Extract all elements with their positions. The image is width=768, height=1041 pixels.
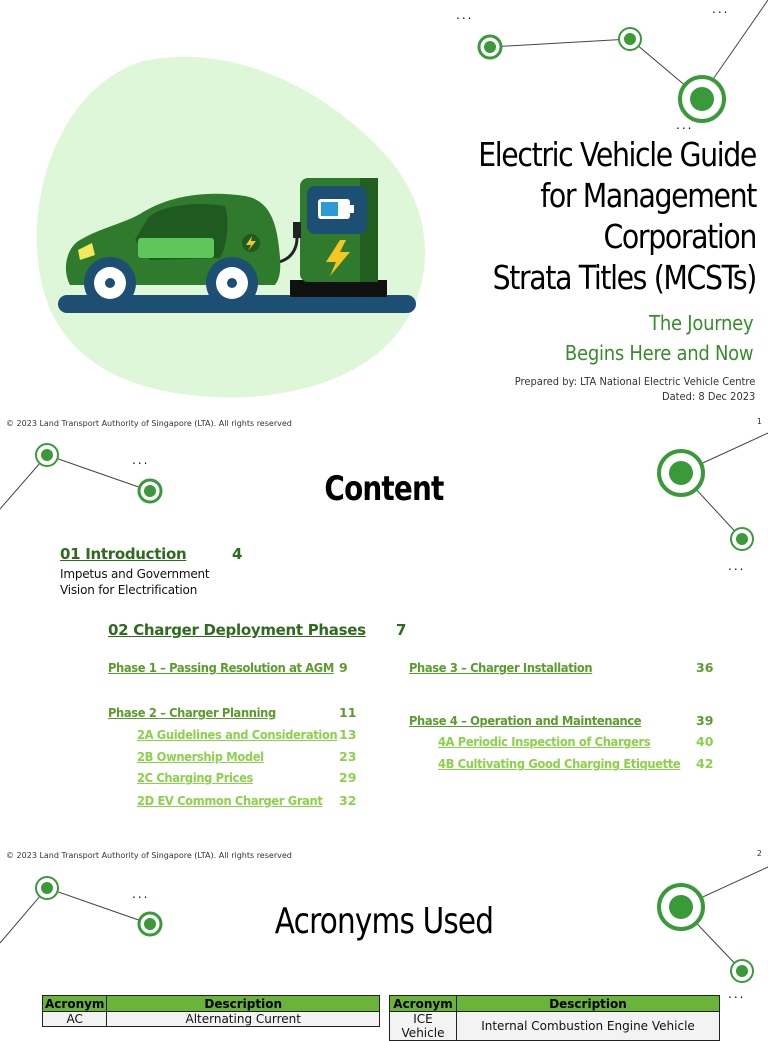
toc-page-number: 39 xyxy=(696,713,714,728)
cover-page xyxy=(0,0,768,433)
copyright-footer: © 2023 Land Transport Authority of Singapore (LTA). All rights reserved xyxy=(6,419,292,428)
toc-page-number: 7 xyxy=(396,621,407,639)
dots-decoration: ... xyxy=(712,2,730,16)
date: Dated: 8 Dec 2023 xyxy=(661,390,755,403)
toc-phase3-link[interactable]: Phase 3 – Charger Installation xyxy=(409,660,593,675)
toc-2b-link[interactable]: 2B Ownership Model xyxy=(137,749,264,764)
table-header-row xyxy=(43,996,380,1012)
page-number: 2 xyxy=(756,849,762,858)
toc-page-number: 23 xyxy=(339,749,357,764)
subtitle-line: The Journey xyxy=(648,311,753,335)
dots-decoration: ... xyxy=(676,118,694,132)
desc-line: Impetus and Government xyxy=(60,567,210,581)
page-title: Acronyms Used xyxy=(274,901,494,942)
toc-page-number: 11 xyxy=(339,705,357,720)
content-page xyxy=(0,433,768,867)
document-title xyxy=(478,134,756,298)
column-header: Description xyxy=(457,996,720,1012)
toc-introduction-description xyxy=(60,566,209,598)
toc-4a-link[interactable]: 4A Periodic Inspection of Chargers xyxy=(438,734,651,749)
desc-line: Vision for Electrification xyxy=(60,583,198,597)
toc-2d-link[interactable]: 2D EV Common Charger Grant xyxy=(137,793,323,808)
toc-page-number: 32 xyxy=(339,793,357,808)
acronym-table-left xyxy=(42,995,380,1027)
toc-page-number: 40 xyxy=(696,734,714,749)
ev-charging-illustration xyxy=(0,0,440,420)
prepared-by-block xyxy=(514,374,755,404)
column-header: Description xyxy=(107,996,380,1012)
toc-page-number: 29 xyxy=(339,770,357,785)
toc-phase2-link[interactable]: Phase 2 – Charger Planning xyxy=(108,705,276,720)
toc-4b-link[interactable]: 4B Cultivating Good Charging Etiquette xyxy=(438,756,681,771)
toc-page-number: 9 xyxy=(339,660,348,675)
table-cell: Alternating Current xyxy=(107,1012,380,1027)
table-row xyxy=(43,1012,380,1027)
copyright-footer: © 2023 Land Transport Authority of Singapore (LTA). All rights reserved xyxy=(6,851,292,860)
prepared-by: Prepared by: LTA National Electric Vehicle Centre xyxy=(514,375,755,388)
toc-phase1-link[interactable]: Phase 1 – Passing Resolution at AGM xyxy=(108,660,334,675)
toc-2c-link[interactable]: 2C Charging Prices xyxy=(137,770,253,785)
toc-page-number: 36 xyxy=(696,660,714,675)
dots-decoration: ... xyxy=(728,987,746,1001)
dots-decoration: ... xyxy=(728,559,746,573)
table-cell: Internal Combustion Engine Vehicle xyxy=(457,1012,720,1041)
column-header: Acronym xyxy=(43,996,107,1012)
subtitle xyxy=(565,308,753,368)
column-header: Acronym xyxy=(390,996,457,1012)
toc-page-number: 4 xyxy=(232,545,243,563)
toc-page-number: 42 xyxy=(696,756,714,771)
dots-decoration: ... xyxy=(132,453,150,467)
title-line: Corporation xyxy=(603,217,756,256)
dots-decoration: ... xyxy=(132,887,150,901)
acronyms-page xyxy=(0,867,768,1040)
table-row xyxy=(390,1012,720,1041)
title-line: for Management xyxy=(540,176,756,215)
subtitle-line: Begins Here and Now xyxy=(564,341,753,365)
toc-introduction-link[interactable]: 01 Introduction xyxy=(60,545,187,563)
table-cell: AC xyxy=(43,1012,107,1027)
page-number: 1 xyxy=(756,417,762,426)
table-cell: ICE Vehicle xyxy=(390,1012,457,1041)
toc-charger-deployment-link[interactable]: 02 Charger Deployment Phases xyxy=(108,621,366,639)
title-line: Electric Vehicle Guide xyxy=(478,135,756,174)
title-line: Strata Titles (MCSTs) xyxy=(492,258,756,297)
dots-decoration: ... xyxy=(456,8,474,22)
toc-page-number: 13 xyxy=(339,727,357,742)
toc-phase4-link[interactable]: Phase 4 – Operation and Maintenance xyxy=(409,713,642,728)
acronym-table-right xyxy=(389,995,720,1041)
toc-2a-link[interactable]: 2A Guidelines and Consideration xyxy=(137,727,338,742)
table-header-row xyxy=(390,996,720,1012)
page-title: Content xyxy=(324,469,444,509)
